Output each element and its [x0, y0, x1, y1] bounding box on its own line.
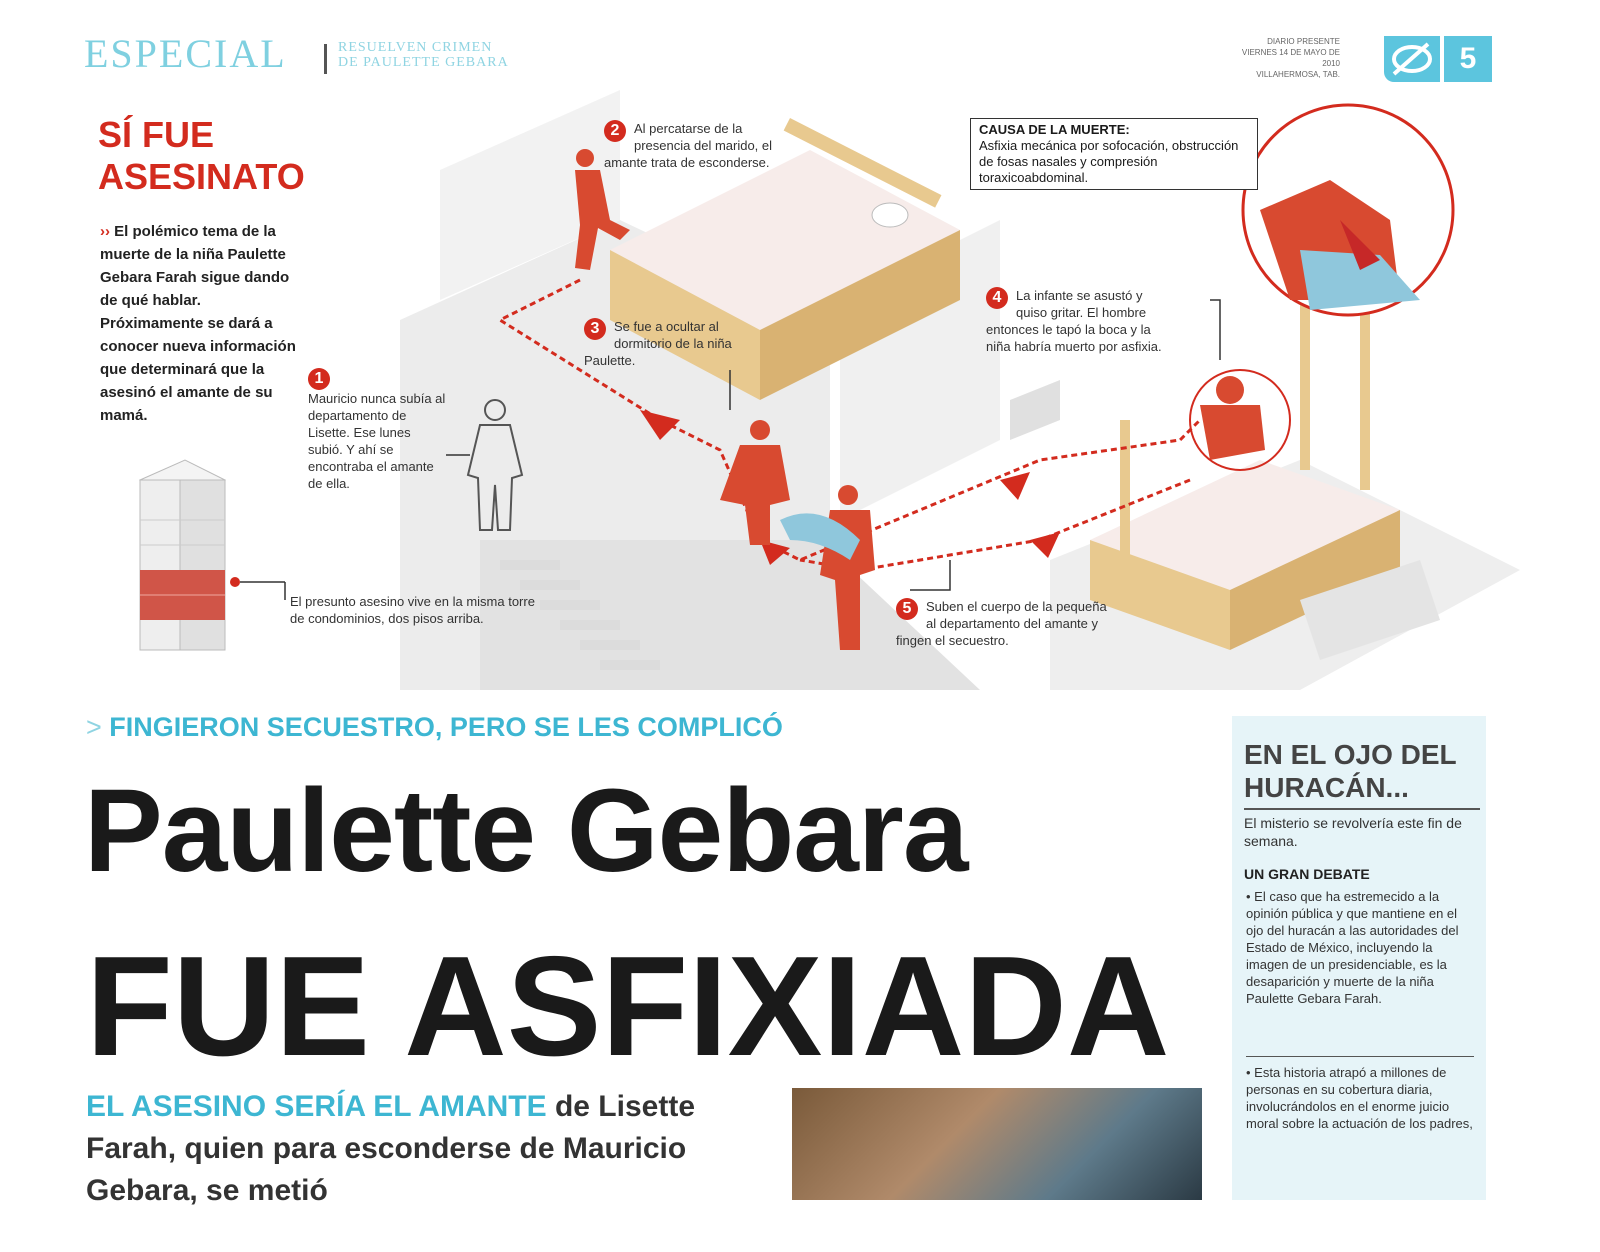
sidebar-title: EN EL OJO DEL HURACÁN...	[1244, 739, 1457, 803]
building-caption: El presunto asesino vive en la misma torre de condominios, dos pisos arriba.	[290, 594, 535, 626]
headline-line1: Paulette Gebara	[84, 765, 968, 897]
figure-bed-scene	[1200, 376, 1265, 460]
sidebar-divider	[1246, 1056, 1474, 1057]
step-number: 5	[896, 598, 918, 620]
lede-highlight: EL ASESINO SERÍA EL AMANTE	[86, 1090, 547, 1123]
section-title: ESPECIAL	[84, 31, 287, 76]
article-tagline	[86, 712, 783, 743]
step-number: 3	[584, 318, 606, 340]
step-text: Se fue a ocultar al dormitorio de la niña Paulette.	[584, 319, 732, 368]
newspaper-name: DIARIO PRESENTE	[1267, 37, 1340, 46]
step-1	[308, 368, 448, 492]
article-photo	[792, 1088, 1202, 1200]
cause-title: CAUSA DE LA MUERTE:	[979, 122, 1130, 137]
step-text: Al percatarse de la presencia del marido, el amante trata de esconderse.	[604, 121, 773, 170]
page-number: 5	[1444, 36, 1492, 82]
issue-date: VIERNES 14 DE MAYO DE 2010	[1241, 48, 1340, 68]
step-text: Mauricio nunca subía al departamento de Lisette. Ese lunes subió. Y ahí se encontraba el amante de ella.	[308, 391, 446, 491]
step-2	[604, 120, 784, 171]
section-subtitle-line2: DE PAULETTE GEBARA	[338, 55, 509, 70]
lede-text: de Lisette Farah, quien para esconderse de Mauricio Gebara, se metió	[86, 1090, 695, 1207]
nightstand	[1010, 380, 1060, 440]
headline-line2: FUE ASFIXIADA	[86, 927, 1170, 1086]
infographic-kicker: SÍ FUE ASESINATO	[98, 114, 305, 197]
intro-arrows: ››	[100, 223, 110, 240]
step-text: Suben el cuerpo de la pequeña al departamento del amante y fingen el secuestro.	[896, 599, 1107, 648]
cause-of-death-box	[970, 118, 1258, 190]
step-number: 1	[308, 368, 330, 390]
building-icon	[140, 460, 240, 650]
sidebar-heading: UN GRAN DEBATE	[1244, 866, 1370, 882]
step-number: 4	[986, 287, 1008, 309]
sidebar-paragraph-2: • Esta historia atrapó a millones de personas en su cobertura diaria, involucrándolos en el enorme juicio moral sobre la actuación de los padres,	[1246, 1065, 1473, 1131]
infographic-intro	[100, 220, 300, 427]
cause-text: Asfixia mecánica por sofocación, obstrucción de fosas nasales y compresión toraxicoabdominal.	[979, 138, 1239, 185]
tagline-text: FINGIERON SECUESTRO, PERO SE LES COMPLICÓ	[109, 712, 783, 742]
sidebar-subtitle: El misterio se revolvería este fin de semana.	[1244, 808, 1480, 850]
step-3	[584, 318, 754, 369]
article-lede	[86, 1086, 786, 1212]
section-subtitle-line1: RESUELVEN CRIMEN	[338, 40, 493, 55]
intro-text: El polémico tema de la muerte de la niña Paulette Gebara Farah sigue dando de qué hablar. Próximamente se dará a conocer nueva información que determinará que la asesinó el amante de su mamá.	[100, 223, 296, 424]
issue-city: VILLAHERMOSA, TAB.	[1256, 70, 1340, 79]
step-text: La infante se asustó y quiso gritar. El hombre entonces le tapó la boca y la niña habría muerto por asfixia.	[986, 288, 1162, 354]
tagline-mark: >	[86, 712, 102, 742]
step-number: 2	[604, 120, 626, 142]
step-5	[896, 598, 1116, 649]
sidebar-paragraph-1: • El caso que ha estremecido a la opinión pública y que mantiene en el ojo del huracán a las autoridades del Estado de México, incluyendo la imagen de un presidenciable, es la desaparición y muerte de la niña Paulette Gebara Farah.	[1246, 889, 1459, 1006]
step-4	[986, 287, 1166, 355]
